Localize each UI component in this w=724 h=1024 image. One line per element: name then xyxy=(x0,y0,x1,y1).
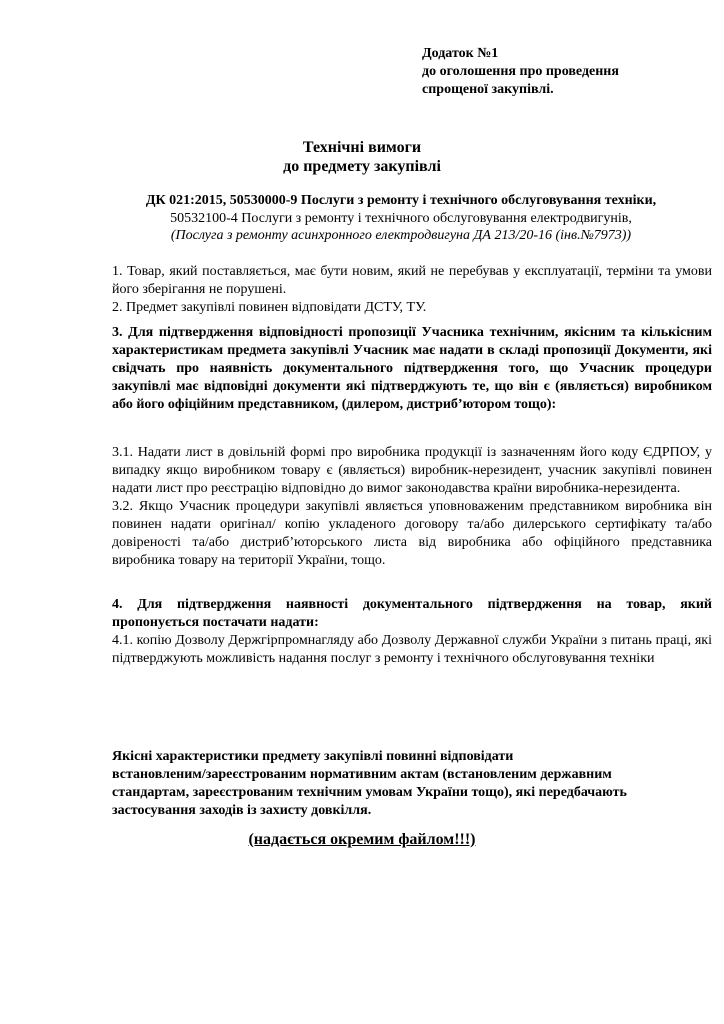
requirements-section-4 xyxy=(112,596,712,668)
quality-characteristics xyxy=(112,748,712,820)
requirements-section-3-sub xyxy=(112,444,712,570)
annex-line-3: спрощеної закупівлі. xyxy=(422,82,554,97)
requirement-item-2: 2. Предмет закупівлі повинен відповідати ДСТУ, ТУ. xyxy=(112,300,427,315)
requirements-section-1 xyxy=(112,263,712,317)
requirement-item-4: 4. Для підтвердження наявності документального підтвердження на товар, який пропонується постачати надати: xyxy=(112,597,712,630)
quality-line-2: встановленим/зареєстрованим нормативним актам (встановленим державним xyxy=(112,767,612,782)
subject-line-1: ДК 021:2015, 50530000-9 Послуги з ремонту і технічного обслуговування техніки, xyxy=(145,193,657,208)
annex-header xyxy=(422,45,619,99)
requirement-item-4-1: 4.1. копію Дозволу Держгірпромнагляду або Дозволу Державної служби України з питань праці, які підтверджують можливість надання послуг з ремонту і технічного обслуговування техніки xyxy=(112,633,712,666)
annex-line-1: Додаток №1 xyxy=(422,46,499,61)
quality-line-1: Якісні характеристики предмету закупівлі повинні відповідати xyxy=(112,749,514,764)
quality-line-3: стандартам, зареєстрованим технічним умовам України тощо), які передбачають xyxy=(112,785,627,800)
subject-line-3: (Послуга з ремонту асинхронного електродвигуна ДА 213/20-16 (інв.№7973)) xyxy=(170,228,632,243)
subject-line-2: 50532100-4 Послуги з ремонту і технічного обслуговування електродвигунів, xyxy=(170,210,632,226)
requirement-item-3-1: 3.1. Надати лист в довільній формі про виробника продукції із зазначенням його коду ЄДРПОУ, у випадку якщо виробником товару є (являється) виробник-нерезидент, учасник закупівлі повинен надати лист про реєстрацію відповідно до вимог законодавства країни виробника-нерезидента. xyxy=(112,445,712,496)
requirement-item-1: 1. Товар, який поставляється, має бути новим, який не перебував у експлуатації, терміни та умови його зберігання не порушені. xyxy=(112,264,712,297)
requirement-item-3: 3. Для підтвердження відповідності пропозиції Учасника технічним, якісним та кількісним характеристикам предмета закупівлі Учасник має надати в складі пропозиції Документи, які свідчать про наявність документального підтвердження того, що Учасник процедури закупівлі має відповідні документи які підтверджують те, що він є (являється) виробником або його офіційним представником, (дилером, дистриб’ютором тощо): xyxy=(112,325,712,412)
title-line-2: до предмету закупівлі xyxy=(283,158,441,175)
requirements-section-3 xyxy=(112,324,712,414)
quality-line-4: застосування заходів із захисту довкілля. xyxy=(112,803,372,818)
procurement-subject xyxy=(96,192,706,245)
document-title xyxy=(0,138,724,176)
title-line-1: Технічні вимоги xyxy=(302,139,422,156)
annex-line-2: до оголошення про проведення xyxy=(422,64,619,79)
separate-file-note: (надається окремим файлом!!!) xyxy=(248,831,476,848)
requirement-item-3-2: 3.2. Якщо Учасник процедури закупівлі являється уповноваженим представником виробника він повинен надати оригінал/ копію укладеного договору та/або дилерського сертифікату та/або довіреності та/або дистриб’юторського листа від виробника або офіційного представника виробника товару на території України, тощо. xyxy=(112,499,712,568)
